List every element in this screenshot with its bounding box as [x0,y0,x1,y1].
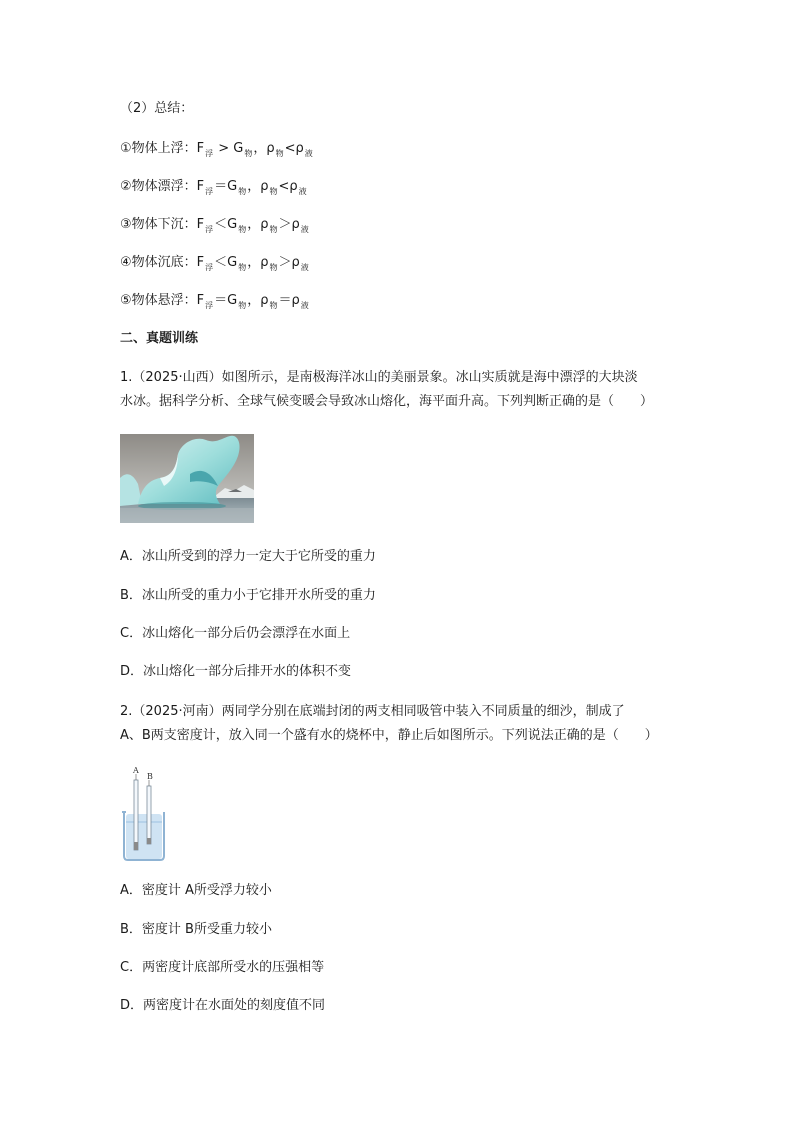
q1-stem-line2: 水冰。据科学分析、全球气候变暖会导致冰山熔化，海平面升高。下列判断正确的是（ ） [120,394,654,409]
q1-option-a: A．冰山所受到的浮力一定大于它所受的重力 [120,549,376,564]
summary-item-5: ⑤物体悬浮：$F_浮=G_物$，$\rho_物=\rho_液$ [120,293,309,310]
label-b: B [147,772,153,781]
beaker-figure [120,762,170,862]
q1-stem-line1: 1.（2025·山西）如图所示，是南极海洋冰山的美丽景象。冰山实质就是海中漂浮的大块淡 [120,370,638,385]
q1-option-d: D．冰山熔化一部分后排开水的体积不变 [120,664,352,679]
summary-item-4: ④物体沉底：$F_浮<G_物$，$\rho_物>\rho_液$ [120,255,309,272]
beaker-illustration [120,762,170,862]
summary-item-3: ③物体下沉：$F_浮<G_物$，$\rho_物>\rho_液$ [120,217,309,234]
iceberg-photo [120,434,254,523]
q2-option-c: C．两密度计底部所受水的压强相等 [120,960,325,975]
q2-stem-line1: 2.（2025·河南）两同学分别在底端封闭的两支相同吸管中装入不同质量的细沙，制成了 [120,704,625,719]
q1-option-c: C．冰山熔化一部分后仍会漂浮在水面上 [120,626,351,641]
q1-option-b: B．冰山所受的重力小于它排开水所受的重力 [120,588,376,603]
q2-option-a: A．密度计 A所受浮力较小 [120,883,272,898]
summary-item-1: ①物体上浮：$F_浮 > G_物$，$\rho_物<\rho_液$ [120,141,313,158]
label-a: A [133,766,139,775]
summary-heading: （2）总结： [120,101,194,116]
section-title: 二、真题训练 [120,331,199,346]
q2-option-d: D．两密度计在水面处的刻度值不同 [120,998,326,1013]
iceberg-illustration [120,434,254,523]
summary-item-2: ②物体漂浮：$F_浮=G_物$，$\rho_物<\rho_液$ [120,179,307,196]
q2-option-b: B．密度计 B所受重力较小 [120,922,272,937]
q2-stem-line2: A、B两支密度计，放入同一个盛有水的烧杯中，静止后如图所示。下列说法正确的是（ ） [120,728,658,743]
